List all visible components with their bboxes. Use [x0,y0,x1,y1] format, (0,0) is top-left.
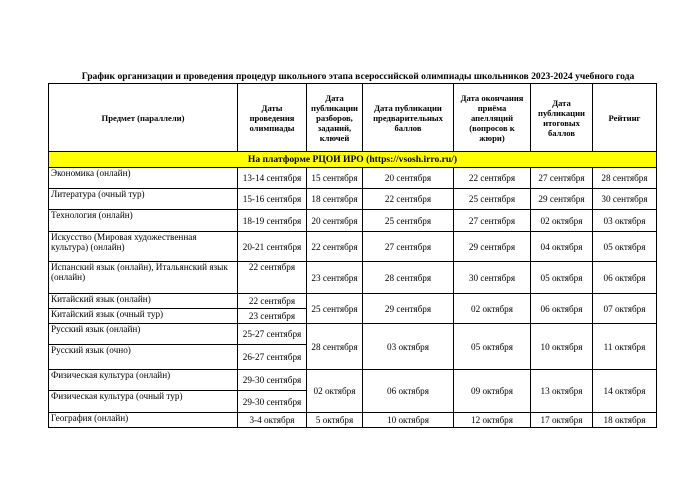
header-row [49,84,657,152]
header-pub-prelim: Дата публикации предварительных баллов [363,84,454,152]
dates-cell: 22 сентября [238,294,307,309]
dates-cell: 13-14 сентября [238,168,307,189]
appeal-end-cell: 27 сентября [454,210,531,232]
appeal-end-cell: 25 сентября [454,189,531,210]
pub-prelim-cell: 20 сентября [363,168,454,189]
pub-prelim-cell: 03 октября [363,324,454,370]
schedule-table [48,83,657,428]
header-subject: Предмет (параллели) [49,84,238,152]
pub-final-cell: 04 октября [531,232,593,262]
subject-cell: Физическая культура (очный тур) [49,391,238,413]
platform-banner: На платформе РЦОИ ИРО (https://vsosh.irro.ru/) [49,152,657,168]
pub-prelim-cell: 25 сентября [363,210,454,232]
header-appeal-end: Дата окончания приёма апелляций (вопросов к жюри) [454,84,531,152]
table-row [49,413,657,428]
pub-prelim-cell: 29 сентября [363,294,454,324]
platform-row [49,152,657,168]
table-row [49,232,657,262]
subject-cell: Литература (очный тур) [49,189,238,210]
dates-cell: 3-4 октября [238,413,307,428]
subject-cell: Искусство (Мировая художественная культура) (онлайн) [49,232,238,262]
dates-cell: 25-27 сентября [238,324,307,345]
subject-cell: Русский язык (онлайн) [49,324,238,345]
rating-cell: 30 сентября [593,189,657,210]
table-row [49,324,657,345]
pub-analysis-cell: 25 сентября [307,294,363,324]
pub-analysis-cell: 28 сентября [307,324,363,370]
pub-final-cell: 06 октября [531,294,593,324]
header-pub-final: Дата публикации итоговых баллов [531,84,593,152]
dates-cell: 23 сентября [238,309,307,324]
rating-cell: 06 октября [593,262,657,294]
appeal-end-cell: 29 сентября [454,232,531,262]
appeal-end-cell: 12 октября [454,413,531,428]
pub-analysis-cell: 02 октября [307,370,363,413]
pub-analysis-cell: 18 сентября [307,189,363,210]
subject-cell: География (онлайн) [49,413,238,428]
subject-cell: Экономика (онлайн) [49,168,238,189]
pub-prelim-cell: 22 сентября [363,189,454,210]
subject-cell: Китайский язык (онлайн) [49,294,238,309]
rating-cell: 28 сентября [593,168,657,189]
pub-analysis-cell: 22 сентября [307,232,363,262]
rating-cell: 03 октября [593,210,657,232]
pub-final-cell: 05 октября [531,262,593,294]
pub-prelim-cell: 10 октября [363,413,454,428]
appeal-end-cell: 09 октября [454,370,531,413]
rating-cell: 07 октября [593,294,657,324]
dates-cell: 29-30 сентября [238,370,307,391]
pub-analysis-cell: 23 сентября [307,262,363,294]
table-row [49,189,657,210]
dates-cell: 29-30 сентября [238,391,307,413]
dates-cell: 26-27 сентября [238,345,307,370]
appeal-end-cell: 30 сентября [454,262,531,294]
subject-cell: Испанский язык (онлайн), Итальянский язык (онлайн) [49,262,238,294]
subject-cell: Технология (онлайн) [49,210,238,232]
pub-final-cell: 13 октября [531,370,593,413]
rating-cell: 18 октября [593,413,657,428]
subject-cell: Русский язык (очно) [49,345,238,370]
pub-prelim-cell: 27 сентября [363,232,454,262]
pub-final-cell: 17 октября [531,413,593,428]
subject-cell: Китайский язык (очный тур) [49,309,238,324]
subject-cell: Физическая культура (онлайн) [49,370,238,391]
header-pub-analysis: Дата публикации разборов, заданий, ключей [307,84,363,152]
pub-analysis-cell: 15 сентября [307,168,363,189]
table-row [49,168,657,189]
pub-final-cell: 02 октября [531,210,593,232]
dates-cell: 20-21 сентября [238,232,307,262]
dates-cell: 22 сентября [238,262,307,294]
dates-cell: 18-19 сентября [238,210,307,232]
pub-analysis-cell: 5 октября [307,413,363,428]
header-dates: Даты проведения олимпиады [238,84,307,152]
header-rating: Рейтинг [593,84,657,152]
table-row [49,294,657,309]
pub-final-cell: 27 сентября [531,168,593,189]
appeal-end-cell: 02 октября [454,294,531,324]
table-row [49,210,657,232]
document-title: График организации и проведения процедур школьного этапа всероссийской олимпиады школьников 2023-2024 учебного года [81,71,635,82]
rating-cell: 11 октября [593,324,657,370]
table-row [49,370,657,391]
pub-analysis-cell: 20 сентября [307,210,363,232]
appeal-end-cell: 22 сентября [454,168,531,189]
pub-final-cell: 10 октября [531,324,593,370]
pub-final-cell: 29 сентября [531,189,593,210]
table-row [49,262,657,294]
appeal-end-cell: 05 октября [454,324,531,370]
pub-prelim-cell: 28 сентября [363,262,454,294]
pub-prelim-cell: 06 октября [363,370,454,413]
dates-cell: 15-16 сентября [238,189,307,210]
rating-cell: 05 октября [593,232,657,262]
rating-cell: 14 октября [593,370,657,413]
